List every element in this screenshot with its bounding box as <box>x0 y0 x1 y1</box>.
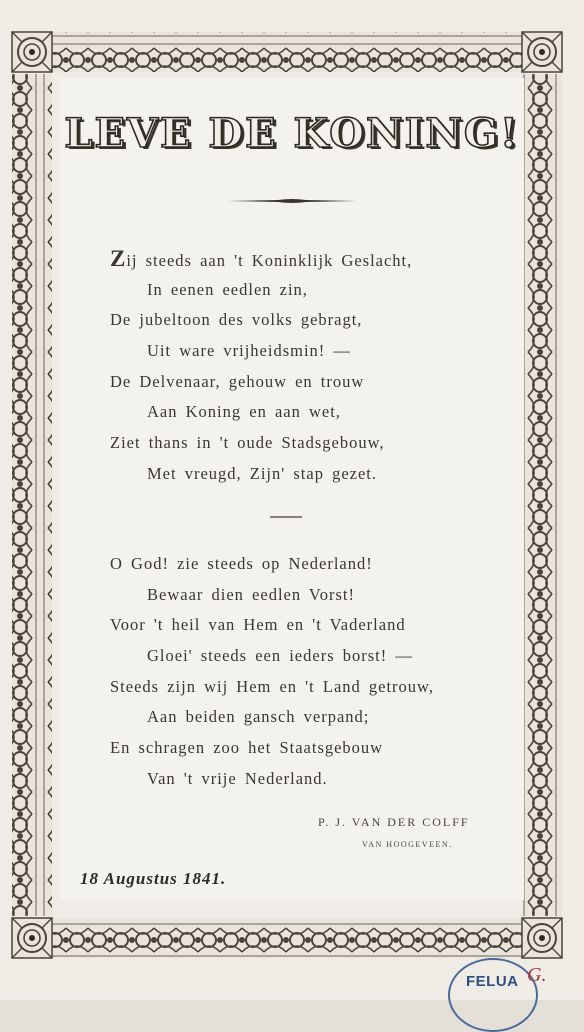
verse-line: Gloei' steeds een ieders borst! — <box>147 646 413 666</box>
poster-title: LEVE DE KONING! <box>64 110 520 157</box>
verse-line: In eenen eedlen zin, <box>147 279 308 299</box>
stanza-1 <box>110 244 490 490</box>
verse-line: Steeds zijn wij Hem en 't Land getrouw, <box>110 676 435 696</box>
collection-stamp <box>448 958 538 1032</box>
verse-line <box>110 244 490 275</box>
verse-line: De jubeltoon des volks gebragt, <box>110 310 363 330</box>
verse-line: Bewaar dien eedlen Vorst! <box>147 584 355 604</box>
poster-date: 18 Augustus 1841. <box>80 869 227 888</box>
author-origin: VAN HOOGEVEEN. <box>362 840 453 849</box>
verse-line: O God! zie steeds op Nederland! <box>110 554 373 573</box>
verse-line: Van 't vrije Nederland. <box>147 768 328 788</box>
stamp-label: FELUA <box>466 973 519 990</box>
title-ornament-rule <box>228 198 356 204</box>
verse-line: De Delvenaar, gehouw en trouw <box>110 371 365 391</box>
drop-cap: Z <box>110 246 127 271</box>
stamp-handwritten-mark: G. <box>527 964 547 986</box>
verse-line: Met vreugd, Zijn' stap gezet. <box>147 463 378 483</box>
stanza-divider <box>270 516 302 518</box>
verse-line: Aan Koning en aan wet, <box>147 402 341 422</box>
verse-line: Ziet thans in 't oude Stadsgebouw, <box>110 433 385 453</box>
verse-line: Voor 't heil van Hem en 't Vaderland <box>110 615 406 635</box>
verse-line: Aan beiden gansch verpand; <box>147 707 370 727</box>
verse-line: Uit ware vrijheidsmin! — <box>147 341 351 361</box>
author-name: P. J. VAN DER COLFF <box>318 815 470 829</box>
stanza-2 <box>110 549 490 795</box>
verse-text: ij steeds aan 't Koninklijk Geslacht, <box>126 251 413 270</box>
verse-line: En schragen zoo het Staatsgebouw <box>110 738 384 758</box>
